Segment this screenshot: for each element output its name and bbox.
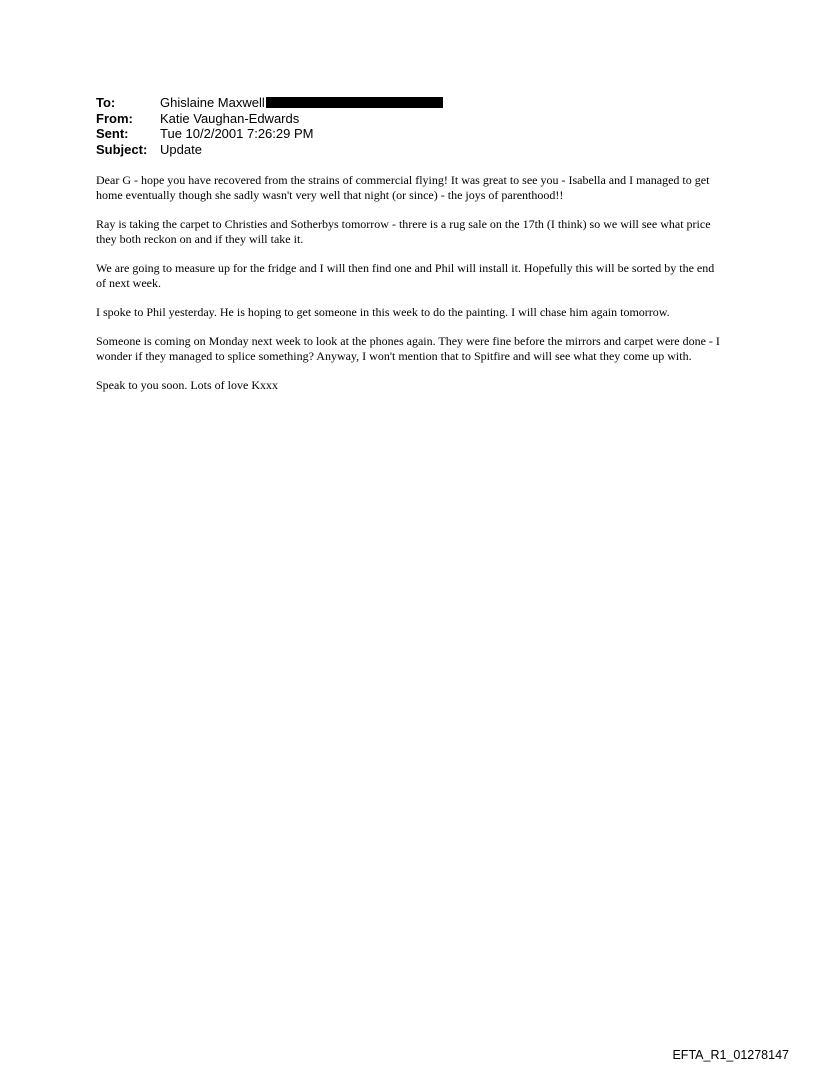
- from-row: [96, 111, 443, 127]
- email-body: [96, 173, 726, 407]
- sent-value: Tue 10/2/2001 7:26:29 PM: [160, 126, 314, 141]
- body-paragraph: Someone is coming on Monday next week to look at the phones again. They were fine before the mirrors and carpet were done - I wonder if they managed to splice something? Anyway, I won't mention that to Spitfire and will see what they come up with.: [96, 334, 720, 363]
- redaction-block: [266, 97, 443, 108]
- body-paragraph: We are going to measure up for the fridge and I will then find one and Phil will install it. Hopefully this will be sorted by the end of next week.: [96, 261, 715, 290]
- sent-label: Sent:: [96, 126, 129, 141]
- body-paragraph: Speak to you soon. Lots of love Kxxx: [96, 378, 278, 392]
- email-header: [96, 95, 443, 157]
- from-label: From:: [96, 110, 133, 126]
- subject-row: [96, 142, 443, 158]
- to-name: Ghislaine Maxwell: [160, 95, 265, 110]
- body-paragraph: Ray is taking the carpet to Christies and Sotherbys tomorrow - threre is a rug sale on the 17th (I think) so we will see what price they both reckon on and if they will take it.: [96, 217, 711, 246]
- body-paragraph: I spoke to Phil yesterday. He is hoping to get someone in this week to do the painting. I will chase him again tomorrow.: [96, 305, 670, 319]
- to-value: [160, 95, 443, 111]
- from-value: Katie Vaughan-Edwards: [160, 110, 300, 126]
- subject-value: Update: [160, 141, 202, 157]
- document-id: EFTA_R1_01278147: [672, 1048, 789, 1062]
- body-paragraph: Dear G - hope you have recovered from the strains of commercial flying! It was great to see you - Isabella and I managed to get home eventually though she sadly wasn't very well that night (or since) - the joys of parenthood!!: [96, 173, 710, 202]
- sent-row: [96, 126, 443, 142]
- subject-label: Subject:: [96, 141, 148, 157]
- to-label: To:: [96, 95, 116, 110]
- to-row: [96, 95, 443, 111]
